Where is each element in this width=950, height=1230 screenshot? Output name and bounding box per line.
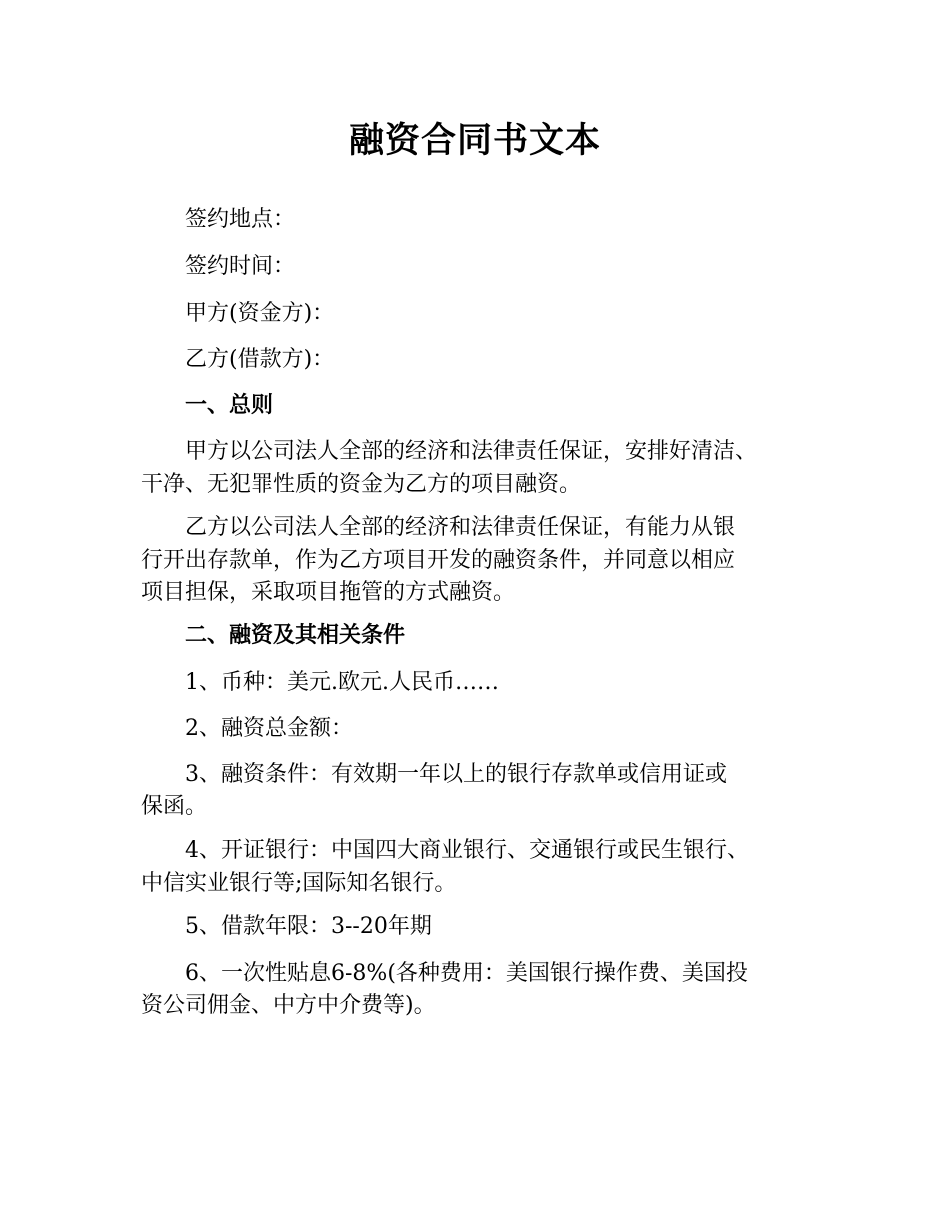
paragraph-line: 项目担保，采取项目拖管的方式融资。 xyxy=(141,580,516,605)
section-1-heading: 一、总则 xyxy=(185,393,274,418)
paragraph-line: 保函。 xyxy=(141,794,208,819)
paragraph-line: 资公司佣金、中方中介费等)。 xyxy=(141,993,436,1018)
paragraph-line: 乙方以公司法人全部的经济和法律责任保证，有能力从银 xyxy=(185,515,736,540)
sign-time-field: 签约时间： xyxy=(185,254,296,279)
list-item-currency: 1、币种：美元.欧元.人民币…… xyxy=(185,670,499,695)
document-title: 融资合同书文本 xyxy=(348,121,601,161)
paragraph-line: 行开出存款单，作为乙方项目开发的融资条件，并同意以相应 xyxy=(141,548,736,573)
paragraph-line: 干净、无犯罪性质的资金为乙方的项目融资。 xyxy=(141,472,582,497)
sign-place-field: 签约地点： xyxy=(185,207,296,232)
paragraph-line: 3、融资条件：有效期一年以上的银行存款单或信用证或 xyxy=(185,762,727,787)
paragraph-line: 4、开证银行：中国四大商业银行、交通银行或民生银行、 xyxy=(185,838,749,863)
party-b-field: 乙方(借款方)： xyxy=(185,347,335,372)
paragraph-line: 中信实业银行等;国际知名银行。 xyxy=(141,871,457,896)
paragraph-line: 6、一次性贴息6-8%(各种费用：美国银行操作费、美国投 xyxy=(185,961,748,986)
list-item-loan-term: 5、借款年限：3--20年期 xyxy=(185,914,432,939)
list-item-total-amount: 2、融资总金额： xyxy=(185,716,353,741)
party-a-field: 甲方(资金方)： xyxy=(185,301,335,326)
paragraph-line: 甲方以公司法人全部的经济和法律责任保证，安排好清洁、 xyxy=(185,439,758,464)
section-2-heading: 二、融资及其相关条件 xyxy=(185,623,406,648)
